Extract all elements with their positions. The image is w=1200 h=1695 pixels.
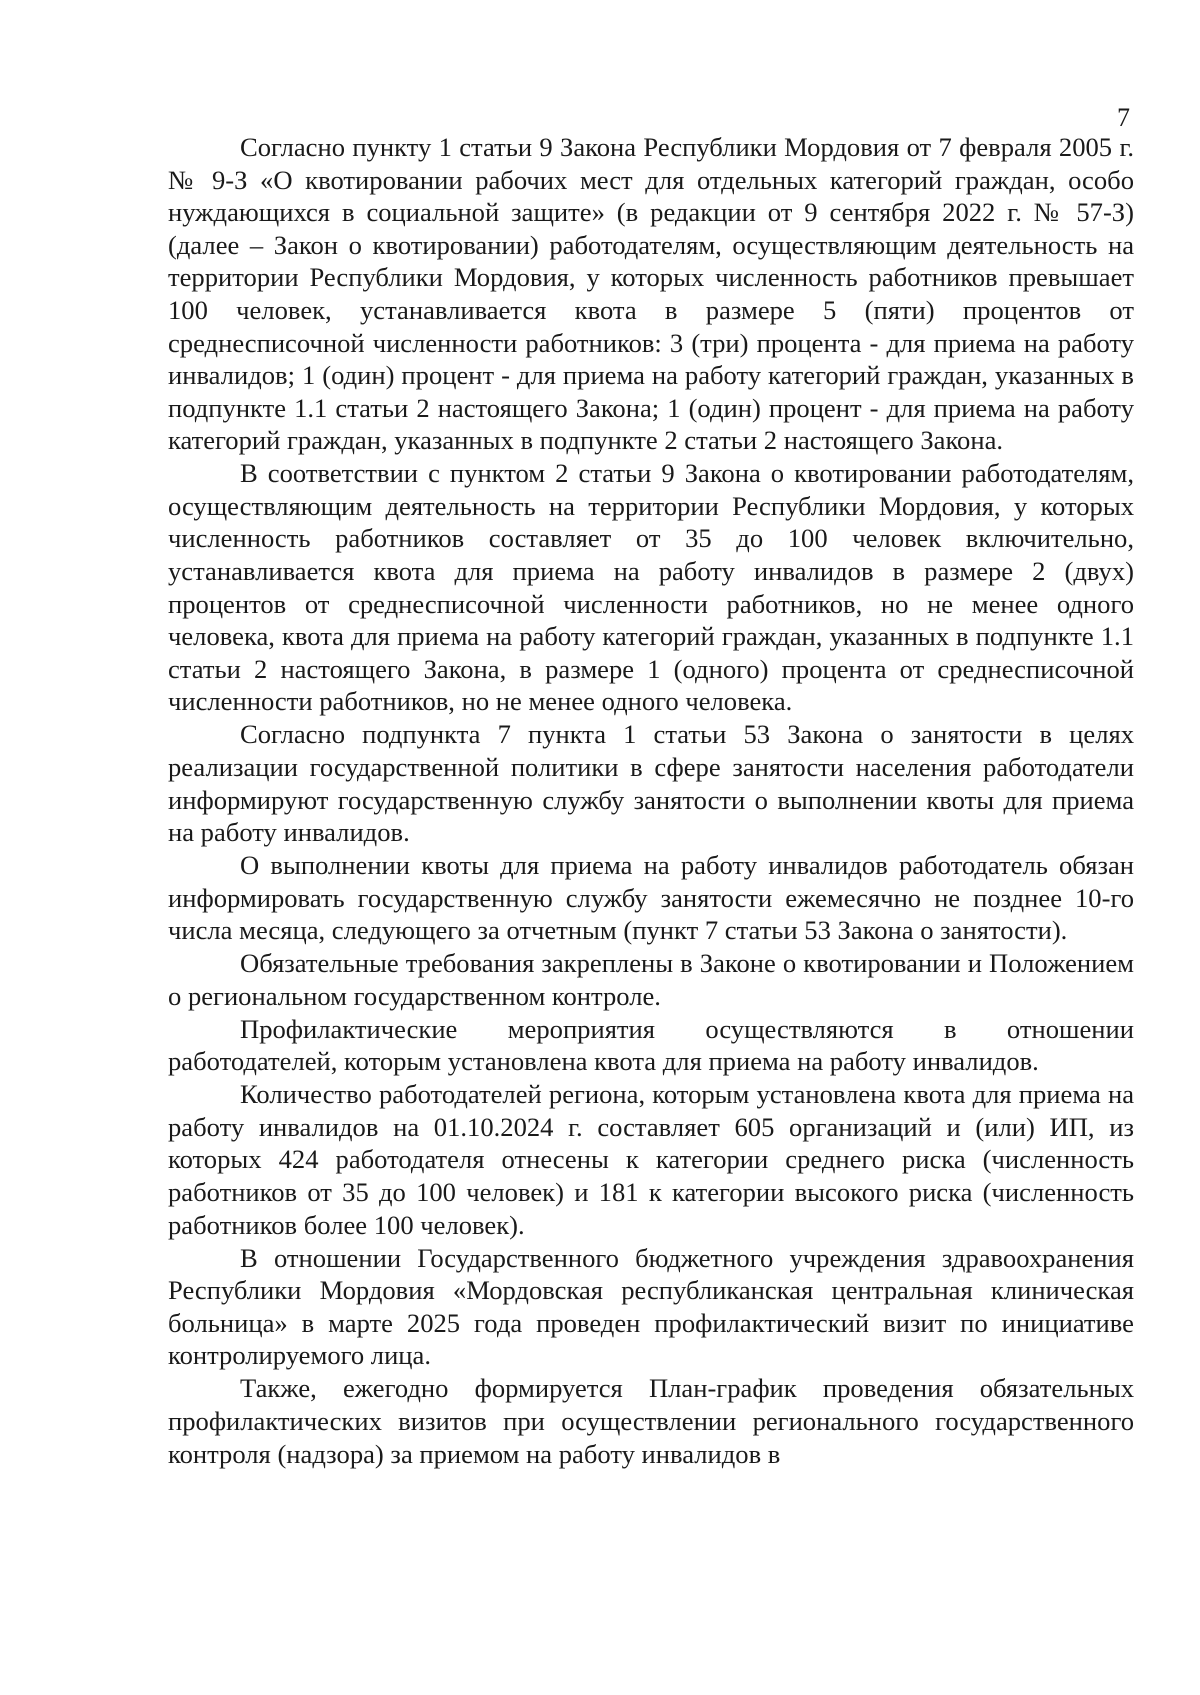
paragraph-employer-informing: Согласно подпункта 7 пункта 1 статьи 53 Закона о занятости в целях реализации государственной политики в сфере занятости населения работодатели информируют государственную службу занятости о выполнении квоты для приема на работу инвалидов. [168,719,1134,848]
paragraph-hospital-visit: В отношении Государственного бюджетного учреждения здравоохранения Республики Мордовия «Мордовская республиканская центральная клиническая больница» в марте 2025 года проведен профилактический визит по инициативе контролируемого лица. [168,1242,1134,1371]
paragraph-quota-35-100: В соответствии с пунктом 2 статьи 9 Закона о квотировании работодателям, осуществляющим деятельность на территории Республики Мордовия, у которых численность работников составляет от 35 до 100 человек включительно, устанавливается квота для приема на работу инвалидов в размере 2 (двух) процентов от среднесписочной численности работников, но не менее одного человека, квота для приема на работу категорий граждан, указанных в подпункте 1.1 статьи 2 настоящего Закона, в размере 1 (одного) процента от среднесписочной численности работников, но не менее одного человека. [168,458,1134,717]
document-body [168,131,1134,1470]
paragraph-annual-plan: Также, ежегодно формируется План-график проведения обязательных профилактических визитов при осуществлении регионального государственного контроля (надзора) за приемом на работу инвалидов в [168,1373,1134,1469]
paragraph-employer-count: Количество работодателей региона, которым установлена квота для приема на работу инвалидов на 01.10.2024 г. составляет 605 организаций и (или) ИП, из которых 424 работодателя отнесены к категории среднего риска (численность работников от 35 до 100 человек) и 181 к категории высокого риска (численность работников более 100 человек). [168,1079,1134,1240]
paragraph-mandatory-requirements: Обязательные требования закреплены в Законе о квотировании и Положением о региональном государственном контроле. [168,948,1134,1011]
paragraph-preventive-measures: Профилактические мероприятия осуществляются в отношении работодателей, которым установлена квота для приема на работу инвалидов. [168,1013,1134,1077]
paragraph-quota-over-100: Согласно пункту 1 статьи 9 Закона Республики Мордовия от 7 февраля 2005 г. № 9-З «О квотировании рабочих мест для отдельных категорий граждан, особо нуждающихся в социальной защите» (в редакции от 9 сентября 2022 г. № 57-З) (далее – Закон о квотировании) работодателям, осуществляющим деятельность на территории Республики Мордовия, у которых численность работников превышает 100 человек, устанавливается квота в размере 5 (пяти) процентов от среднесписочной численности работников: 3 (три) процента - для приема на работу инвалидов; 1 (один) процент - для приема на работу категорий граждан, указанных в подпункте 1.1 статьи 2 настоящего Закона; 1 (один) процент - для приема на работу категорий граждан, указанных в подпункте 2 статьи 2 настоящего Закона. [168,132,1134,456]
paragraph-monthly-reporting: О выполнении квоты для приема на работу инвалидов работодатель обязан информировать государственную службу занятости ежемесячно не позднее 10-го числа месяца, следующего за отчетным (пункт 7 статьи 53 Закона о занятости). [168,850,1134,946]
page-number: 7 [1117,103,1130,132]
